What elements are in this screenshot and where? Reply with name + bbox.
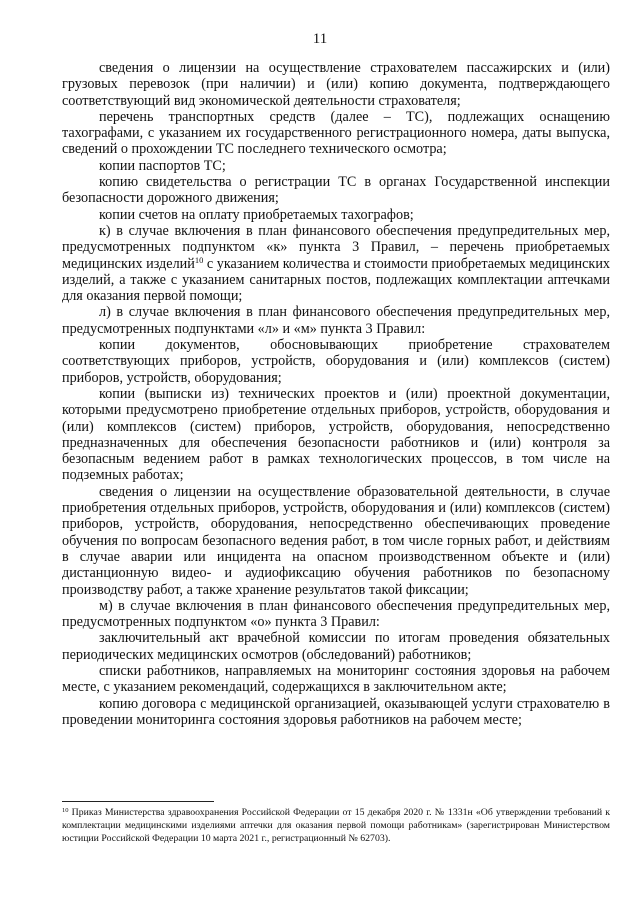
paragraph-tachograph-invoices: копии счетов на оплату приобретаемых тахографов;: [99, 206, 414, 223]
footnote-text: Приказ Министерства здравоохранения Российской Федерации от 15 декабря 2020 г. № 1331н «Об утверждении требований к комплектации медицинскими изделиями аптечки для оказания первой помощи работникам» (зарегистрирован Министерством юстиции Российской Федерации 10 марта 2021 г., регистрационный № 62703).: [62, 807, 610, 845]
page-number: 11: [312, 31, 328, 47]
footnote-number: 10: [62, 807, 69, 814]
paragraph-justifying-documents: копии документов, обосновывающих приобретение страхователем соответствующих приборов, устройств, оборудования и (или) комплексов (систем) приборов, устройств, оборудования;: [62, 337, 610, 386]
paragraph-subitem-k: [62, 223, 610, 304]
paragraph-subitem-l: л) в случае включения в план финансового обеспечения предупредительных мер, предусмотренных подпунктами «л» и «м» пункта 3 Правил:: [62, 304, 610, 337]
footnote: [62, 806, 610, 846]
footnote-reference: 10: [194, 254, 204, 265]
paragraph-technical-projects: копии (выписки из) технических проектов и (или) проектной документации, которыми предусмотрено приобретение отдельных приборов, устройств, оборудования и (или) комплексов (систем) приборов, устройств, оборудования, непосредственно предназначенных для обеспечения безопасности работников и (или) контроля за безопасным ведением работ в рамках технологических процессов, в том числе на подземных работах;: [62, 385, 610, 484]
footnote-divider: [62, 801, 214, 802]
paragraph-vehicle-list: перечень транспортных средств (далее – ТС), подлежащих оснащению тахографами, с указанием их государственного регистрационного номера, даты выпуска, сведений о прохождении ТС последнего технического осмотра;: [62, 108, 610, 158]
paragraph-medical-commission-act: заключительный акт врачебной комиссии по итогам проведения обязательных периодических медицинских осмотров (обследований) работников;: [62, 630, 610, 663]
paragraph-license-transport: сведения о лицензии на осуществление страхователем пассажирских и (или) грузовых перевозок (при наличии) и (или) копию документа, подтверждающего соответствующий вид экономической деятельности страхователя;: [62, 60, 610, 109]
paragraph-education-license: сведения о лицензии на осуществление образовательной деятельности, в случае приобретения отдельных приборов, устройств, оборудования и (или) комплексов (систем) приборов, устройств, оборудования, непосредственно обеспечивающих проведение обучения по вопросам безопасного ведения работ, в том числе горных работ, и действиям в случае аварии или инцидента на опасном производственном объекте и (или) дистанционную видео- и аудиофиксацию обучения работников по безопасному производству работ, а также хранение результатов такой фиксации;: [62, 483, 610, 598]
paragraph-vehicle-passports: копии паспортов ТС;: [99, 157, 226, 174]
paragraph-medical-contract: копию договора с медицинской организацией, оказывающей услуги страхователю в проведении мониторинга состояния здоровья работников на рабочем месте;: [62, 695, 610, 728]
paragraph-subitem-m: м) в случае включения в план финансового обеспечения предупредительных мер, предусмотренных подпунктом «о» пункта 3 Правил:: [62, 597, 610, 631]
paragraph-employee-lists: списки работников, направляемых на мониторинг состояния здоровья на рабочем месте, с указанием рекомендаций, содержащихся в заключительном акте;: [62, 662, 610, 696]
document-body: [62, 60, 610, 728]
paragraph-subitem-k-continuation: с указанием количества и стоимости приобретаемых медицинских изделий, а также с указанием санитарных постов, подлежащих комплектации аптечками для оказания первой помощи;: [62, 255, 611, 305]
paragraph-registration-certificate: копию свидетельства о регистрации ТС в органах Государственной инспекции безопасности дорожного движения;: [62, 174, 610, 207]
paragraph-subitem-k-text: к) в случае включения в план финансового обеспечения предупредительных мер, предусмотренных подпунктом «к» пункта 3 Правил, – перечень приобретаемых медицинских изделий: [62, 222, 610, 272]
